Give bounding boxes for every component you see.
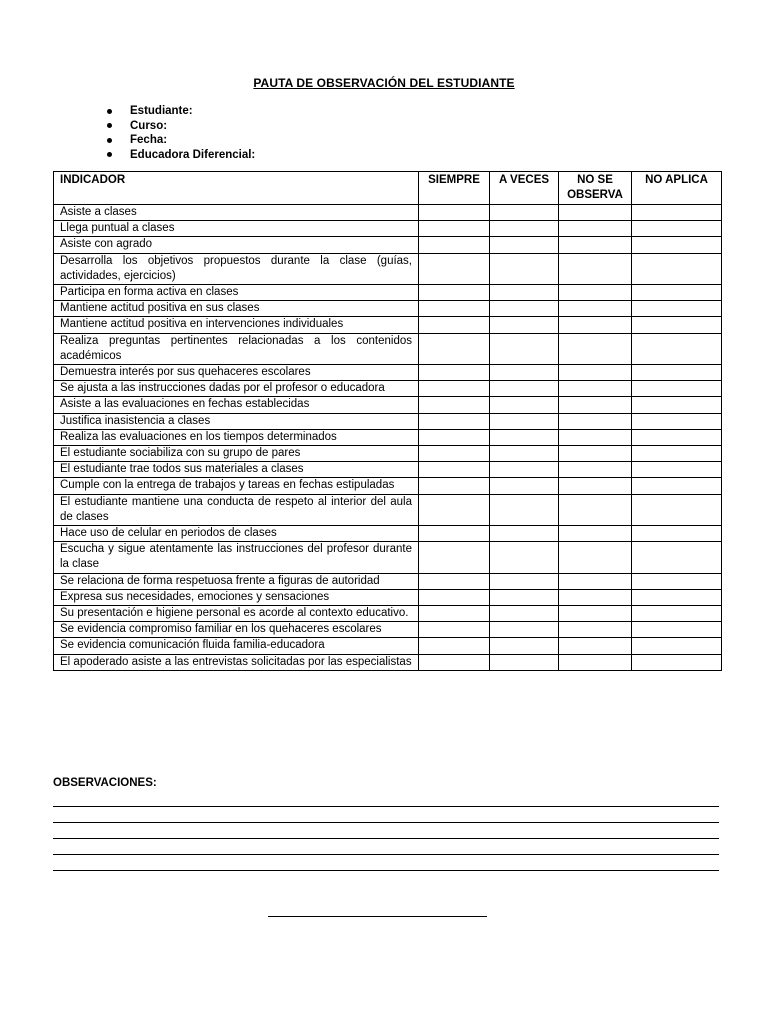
cell-no-aplica <box>632 589 722 605</box>
cell-no-se-observa <box>559 413 632 429</box>
indicator-cell: Desarrolla los objetivos propuestos durante la clase (guías, actividades, ejercicios) <box>54 253 419 284</box>
cell-no-aplica <box>632 606 722 622</box>
indicator-cell: Realiza preguntas pertinentes relacionadas a los contenidos académicos <box>54 333 419 364</box>
header-indicador: INDICADOR <box>54 172 419 205</box>
indicator-cell: Llega puntual a clases <box>54 221 419 237</box>
cell-no-se-observa <box>559 654 632 670</box>
cell-no-se-observa <box>559 365 632 381</box>
cell-no-aplica <box>632 542 722 573</box>
course-field: Curso: <box>106 119 255 134</box>
cell-a-veces <box>490 413 559 429</box>
header-siempre: SIEMPRE <box>419 172 490 205</box>
cell-no-aplica <box>632 462 722 478</box>
cell-no-aplica <box>632 285 722 301</box>
indicator-cell: Cumple con la entrega de trabajos y tareas en fechas estipuladas <box>54 478 419 494</box>
cell-no-se-observa <box>559 606 632 622</box>
signature-line <box>268 916 487 917</box>
student-field: Estudiante: <box>106 104 255 119</box>
cell-siempre <box>419 542 490 573</box>
cell-no-aplica <box>632 221 722 237</box>
cell-no-se-observa <box>559 237 632 253</box>
cell-no-se-observa <box>559 494 632 525</box>
table-row <box>54 365 722 381</box>
indicator-cell: Escucha y sigue atentamente las instrucciones del profesor durante la clase <box>54 542 419 573</box>
cell-siempre <box>419 221 490 237</box>
cell-a-veces <box>490 429 559 445</box>
cell-no-se-observa <box>559 301 632 317</box>
cell-no-aplica <box>632 654 722 670</box>
cell-a-veces <box>490 478 559 494</box>
cell-no-aplica <box>632 381 722 397</box>
cell-a-veces <box>490 573 559 589</box>
cell-no-se-observa <box>559 573 632 589</box>
observation-line <box>53 822 719 823</box>
indicator-cell: Hace uso de celular en periodos de clases <box>54 526 419 542</box>
cell-siempre <box>419 446 490 462</box>
cell-a-veces <box>490 654 559 670</box>
observation-line <box>53 870 719 871</box>
indicator-cell: Participa en forma activa en clases <box>54 285 419 301</box>
table-row <box>54 253 722 284</box>
cell-no-aplica <box>632 478 722 494</box>
cell-siempre <box>419 413 490 429</box>
table-row <box>54 526 722 542</box>
table-row <box>54 622 722 638</box>
cell-siempre <box>419 333 490 364</box>
table-row <box>54 606 722 622</box>
header-no-aplica: NO APLICA <box>632 172 722 205</box>
cell-a-veces <box>490 365 559 381</box>
table-row <box>54 589 722 605</box>
cell-a-veces <box>490 205 559 221</box>
cell-a-veces <box>490 397 559 413</box>
cell-a-veces <box>490 589 559 605</box>
indicator-cell: Asiste a las evaluaciones en fechas establecidas <box>54 397 419 413</box>
cell-no-aplica <box>632 397 722 413</box>
cell-siempre <box>419 429 490 445</box>
cell-a-veces <box>490 462 559 478</box>
table-row <box>54 413 722 429</box>
cell-siempre <box>419 526 490 542</box>
cell-no-aplica <box>632 622 722 638</box>
cell-no-se-observa <box>559 285 632 301</box>
cell-no-se-observa <box>559 253 632 284</box>
observation-line <box>53 838 719 839</box>
indicator-cell: El apoderado asiste a las entrevistas solicitadas por las especialistas <box>54 654 419 670</box>
table-row <box>54 221 722 237</box>
student-info-list <box>106 104 255 162</box>
header-a-veces: A VECES <box>490 172 559 205</box>
observation-line <box>53 806 719 807</box>
cell-no-se-observa <box>559 446 632 462</box>
cell-siempre <box>419 253 490 284</box>
educator-field: Educadora Diferencial: <box>106 148 255 163</box>
cell-no-se-observa <box>559 462 632 478</box>
table-row <box>54 462 722 478</box>
document-title: PAUTA DE OBSERVACIÓN DEL ESTUDIANTE <box>253 76 515 90</box>
cell-a-veces <box>490 301 559 317</box>
cell-siempre <box>419 606 490 622</box>
cell-no-aplica <box>632 638 722 654</box>
cell-no-aplica <box>632 317 722 333</box>
cell-no-se-observa <box>559 381 632 397</box>
table-header-row <box>54 172 722 205</box>
table-row <box>54 494 722 525</box>
observations-label: OBSERVACIONES: <box>53 777 157 789</box>
cell-siempre <box>419 622 490 638</box>
cell-a-veces <box>490 237 559 253</box>
table-row <box>54 654 722 670</box>
cell-siempre <box>419 237 490 253</box>
table-row <box>54 333 722 364</box>
cell-a-veces <box>490 333 559 364</box>
cell-siempre <box>419 285 490 301</box>
indicator-cell: Demuestra interés por sus quehaceres escolares <box>54 365 419 381</box>
cell-siempre <box>419 638 490 654</box>
cell-no-se-observa <box>559 205 632 221</box>
table-row <box>54 381 722 397</box>
table-row <box>54 542 722 573</box>
cell-siempre <box>419 397 490 413</box>
cell-no-se-observa <box>559 526 632 542</box>
indicator-cell: Mantiene actitud positiva en sus clases <box>54 301 419 317</box>
date-field: Fecha: <box>106 133 255 148</box>
cell-siempre <box>419 317 490 333</box>
cell-no-se-observa <box>559 221 632 237</box>
cell-a-veces <box>490 285 559 301</box>
cell-no-aplica <box>632 301 722 317</box>
cell-no-se-observa <box>559 333 632 364</box>
cell-a-veces <box>490 542 559 573</box>
cell-no-se-observa <box>559 478 632 494</box>
indicator-cell: Se evidencia compromiso familiar en los quehaceres escolares <box>54 622 419 638</box>
indicator-cell: Asiste con agrado <box>54 237 419 253</box>
cell-a-veces <box>490 317 559 333</box>
cell-a-veces <box>490 446 559 462</box>
cell-no-se-observa <box>559 429 632 445</box>
table-row <box>54 285 722 301</box>
cell-no-aplica <box>632 446 722 462</box>
cell-siempre <box>419 573 490 589</box>
table-row <box>54 573 722 589</box>
cell-a-veces <box>490 622 559 638</box>
cell-siempre <box>419 654 490 670</box>
indicator-cell: Se relaciona de forma respetuosa frente a figuras de autoridad <box>54 573 419 589</box>
observation-line <box>53 854 719 855</box>
table-row <box>54 446 722 462</box>
cell-no-se-observa <box>559 638 632 654</box>
table-row <box>54 317 722 333</box>
indicator-cell: El estudiante trae todos sus materiales a clases <box>54 462 419 478</box>
cell-siempre <box>419 589 490 605</box>
cell-siempre <box>419 205 490 221</box>
table-row <box>54 397 722 413</box>
cell-siempre <box>419 462 490 478</box>
indicator-cell: El estudiante mantiene una conducta de respeto al interior del aula de clases <box>54 494 419 525</box>
indicator-cell: Asiste a clases <box>54 205 419 221</box>
cell-siempre <box>419 494 490 525</box>
cell-no-aplica <box>632 365 722 381</box>
cell-a-veces <box>490 526 559 542</box>
cell-no-aplica <box>632 573 722 589</box>
cell-no-se-observa <box>559 622 632 638</box>
indicator-cell: Se evidencia comunicación fluida familia-educadora <box>54 638 419 654</box>
table-row <box>54 237 722 253</box>
indicator-cell: Mantiene actitud positiva en intervenciones individuales <box>54 317 419 333</box>
cell-no-se-observa <box>559 317 632 333</box>
cell-no-se-observa <box>559 397 632 413</box>
cell-no-aplica <box>632 237 722 253</box>
cell-siempre <box>419 478 490 494</box>
indicator-cell: El estudiante sociabiliza con su grupo de pares <box>54 446 419 462</box>
cell-a-veces <box>490 381 559 397</box>
cell-no-se-observa <box>559 542 632 573</box>
cell-no-aplica <box>632 205 722 221</box>
indicator-cell: Expresa sus necesidades, emociones y sensaciones <box>54 589 419 605</box>
cell-no-aplica <box>632 413 722 429</box>
cell-siempre <box>419 381 490 397</box>
table-body <box>54 205 722 671</box>
cell-a-veces <box>490 606 559 622</box>
indicator-cell: Justifica inasistencia a clases <box>54 413 419 429</box>
cell-no-aplica <box>632 253 722 284</box>
table-row <box>54 429 722 445</box>
cell-siempre <box>419 365 490 381</box>
cell-a-veces <box>490 221 559 237</box>
table-row <box>54 638 722 654</box>
cell-a-veces <box>490 638 559 654</box>
cell-no-aplica <box>632 494 722 525</box>
table-row <box>54 301 722 317</box>
cell-no-aplica <box>632 333 722 364</box>
header-no-se-observa: NO SE OBSERVA <box>559 172 632 205</box>
cell-no-se-observa <box>559 589 632 605</box>
indicator-cell: Se ajusta a las instrucciones dadas por el profesor o educadora <box>54 381 419 397</box>
table-row <box>54 478 722 494</box>
table-row <box>54 205 722 221</box>
observation-table <box>53 171 722 671</box>
cell-a-veces <box>490 253 559 284</box>
cell-no-aplica <box>632 526 722 542</box>
indicator-cell: Realiza las evaluaciones en los tiempos determinados <box>54 429 419 445</box>
cell-siempre <box>419 301 490 317</box>
cell-a-veces <box>490 494 559 525</box>
indicator-cell: Su presentación e higiene personal es acorde al contexto educativo. <box>54 606 419 622</box>
cell-no-aplica <box>632 429 722 445</box>
